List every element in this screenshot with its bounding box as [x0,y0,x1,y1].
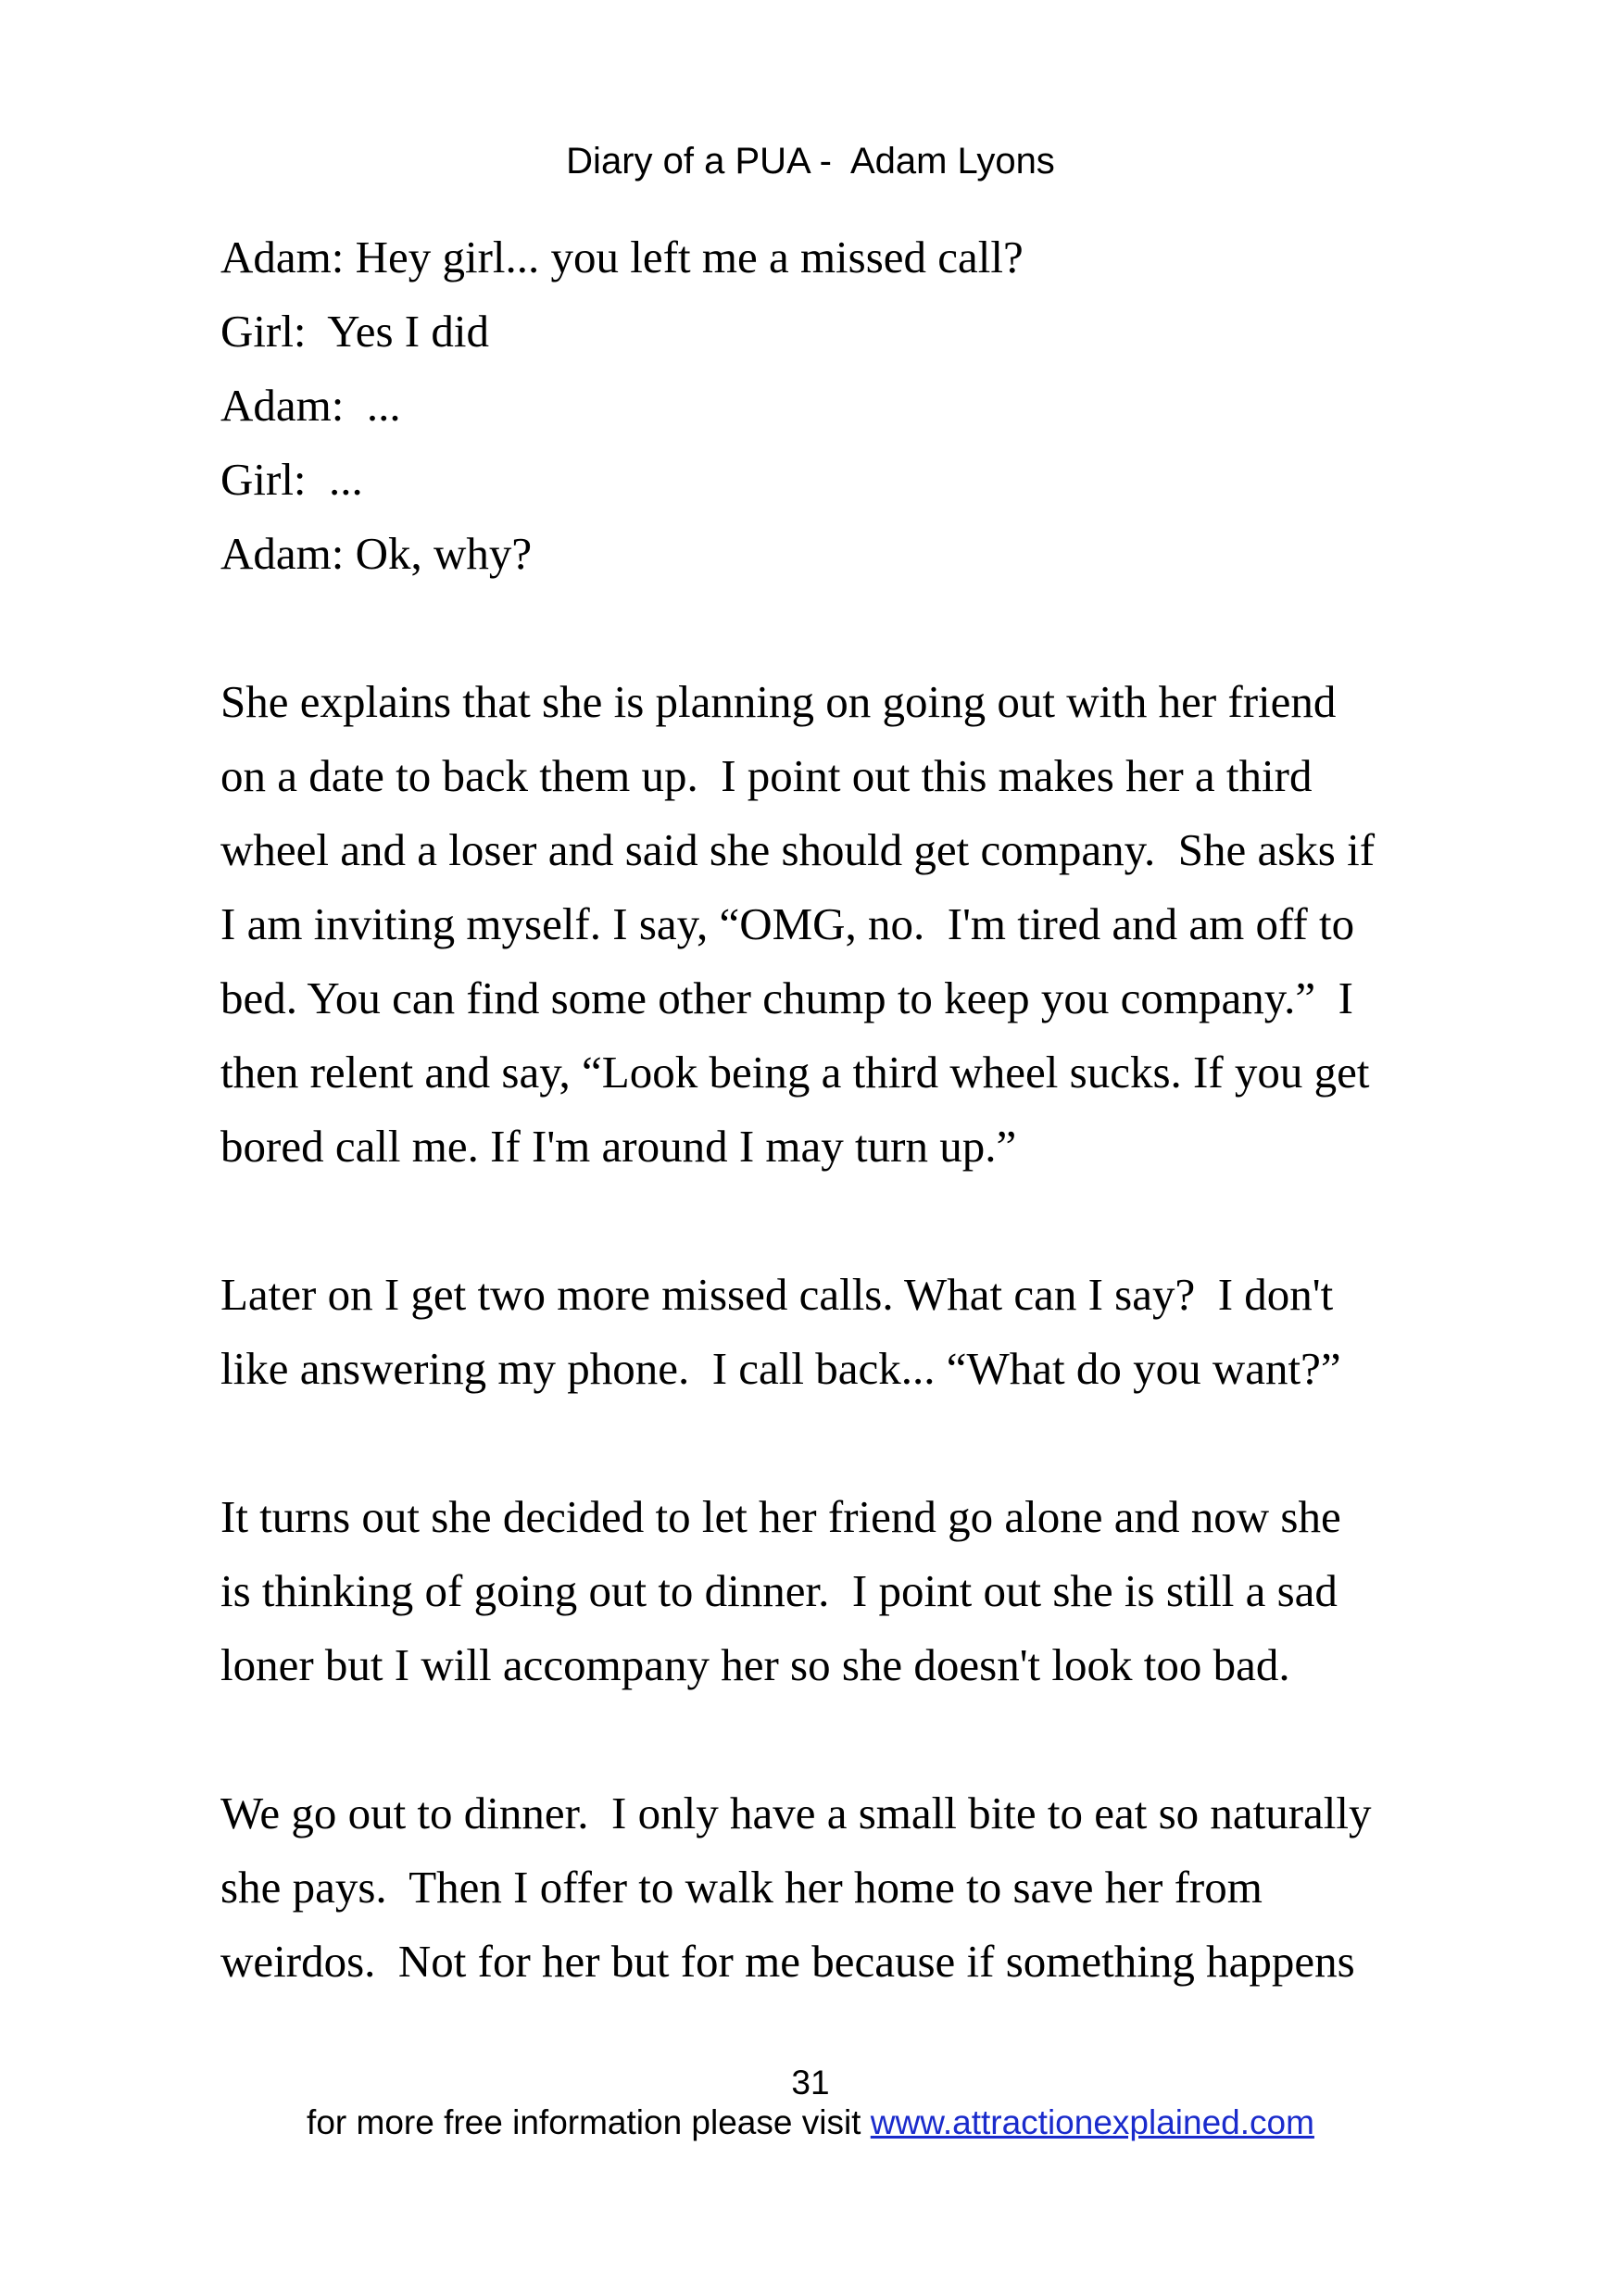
page-body [220,220,1415,1999]
dialogue-line: Girl: ... [220,454,363,505]
paragraph-line: I am inviting myself. I say, “OMG, no. I'm tired and am off to [220,898,1355,949]
paragraph-line: bed. You can find some other chump to keep you company.” I [220,972,1353,1023]
footer-info-text: for more free information please visit [307,2103,871,2141]
paragraph [220,1776,1415,1999]
paragraph-line: like answering my phone. I call back... “What do you want?” [220,1343,1341,1394]
paragraph [220,1258,1415,1406]
paragraph [220,665,1415,1184]
paragraph-line: then relent and say, “Look being a third wheel sucks. If you get [220,1047,1370,1098]
website-link[interactable]: www.attractionexplained.com [870,2103,1314,2141]
paragraph-line: She explains that she is planning on going out with her friend [220,676,1337,727]
paragraph-line: is thinking of going out to dinner. I point out she is still a sad [220,1565,1338,1616]
paragraph-line: wheel and a loser and said she should get company. She asks if [220,824,1376,875]
paragraph-gap [220,1702,1415,1776]
paragraph-line: she pays. Then I offer to walk her home to save her from [220,1862,1263,1913]
paragraph-line: loner but I will accompany her so she doesn't look too bad. [220,1639,1290,1690]
paragraph-line: bored call me. If I'm around I may turn up.” [220,1121,1017,1172]
footer-info [0,2102,1621,2143]
paragraph-gap [220,1406,1415,1480]
paragraph-gap [220,591,1415,665]
dialogue-line: Adam: Ok, why? [220,528,533,579]
paragraph-gap [220,1184,1415,1258]
paragraph-line: on a date to back them up. I point out this makes her a third [220,750,1313,801]
paragraph-line: Later on I get two more missed calls. What can I say? I don't [220,1269,1334,1320]
paragraph-line: It turns out she decided to let her friend go alone and now she [220,1491,1341,1542]
dialogue-line: Adam: Hey girl... you left me a missed call? [220,232,1024,282]
dialogue-line: Adam: ... [220,380,401,431]
paragraph-line: We go out to dinner. I only have a small bite to eat so naturally [220,1788,1372,1838]
dialogue-line: Girl: Yes I did [220,306,489,357]
paragraph [220,1480,1415,1702]
page-number: 31 [791,2064,830,2102]
running-header: Diary of a PUA - Adam Lyons [566,141,1055,182]
paragraph-line: weirdos. Not for her but for me because if something happens [220,1936,1355,1987]
